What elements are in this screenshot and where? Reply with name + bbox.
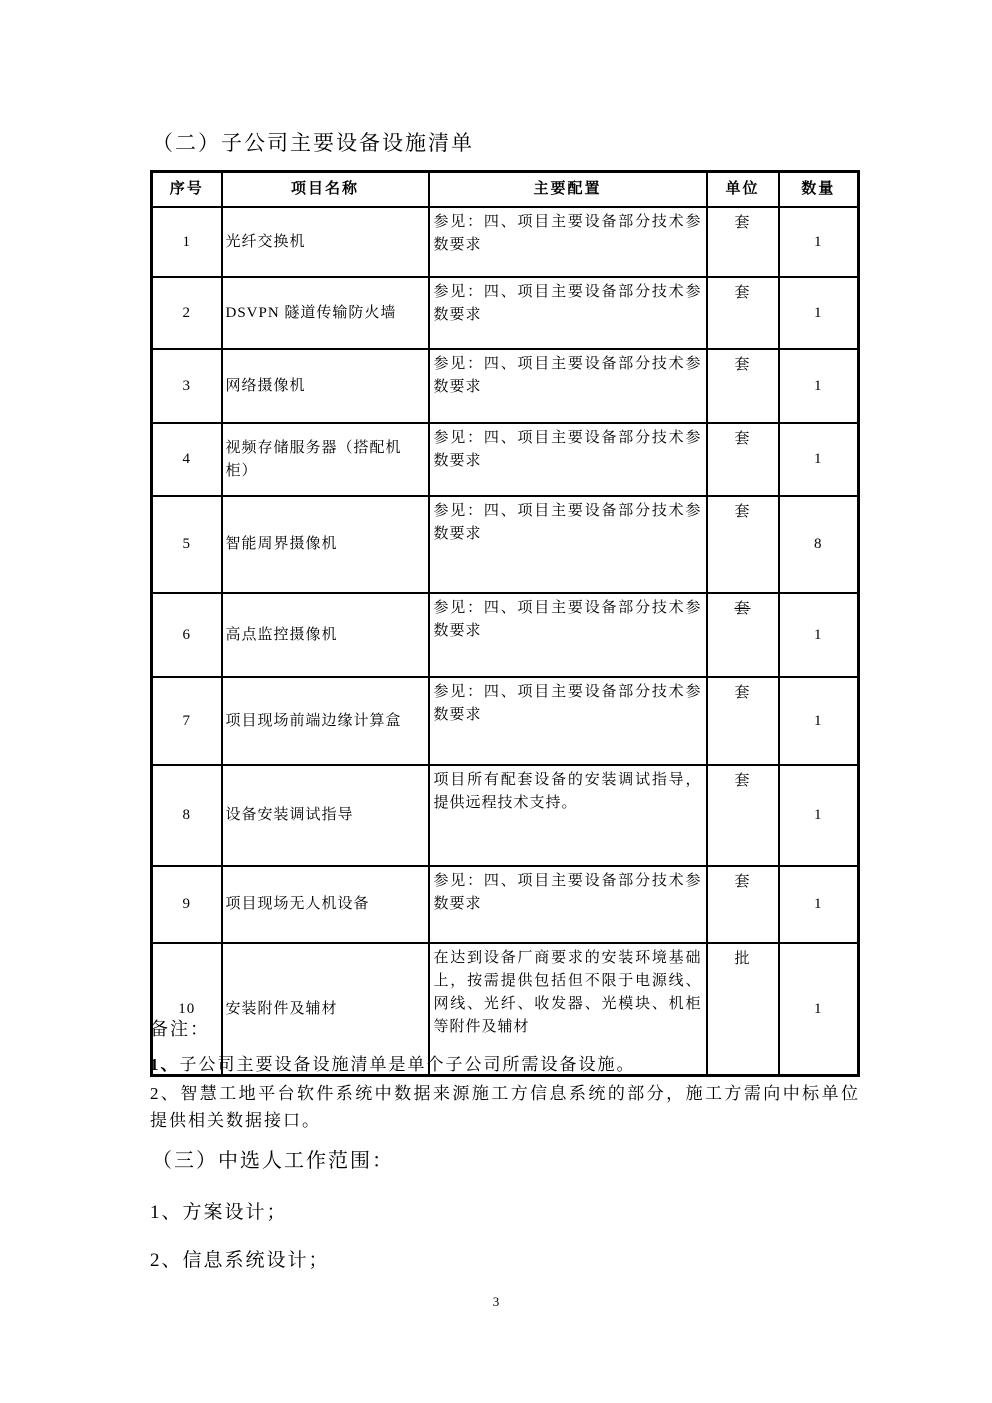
cell-config: 参见：四、项目主要设备部分技术参数要求 [429,349,707,423]
cell-unit: 套 [707,423,779,496]
cell-config: 在达到设备厂商要求的安装环境基础上，按需提供包括但不限于电源线、网线、光纤、收发器、光模块、机柜等附件及辅材 [429,943,707,1076]
cell-name: 设备安装调试指导 [222,765,429,866]
cell-unit: 套 [707,349,779,423]
cell-unit: 批 [707,943,779,1076]
cell-seq: 10 [152,943,222,1076]
cell-config: 参见：四、项目主要设备部分技术参数要求 [429,496,707,593]
cell-unit: 套 [707,866,779,943]
cell-config: 参见：四、项目主要设备部分技术参数要求 [429,207,707,277]
cell-config: 项目所有配套设备的安装调试指导，提供远程技术支持。 [429,765,707,866]
cell-qty: 1 [779,349,859,423]
page-number: 3 [492,1294,500,1309]
notes-label: 备注： [150,1019,210,1039]
table-row [152,593,859,677]
cell-unit: 套 [707,207,779,277]
cell-config: 参见：四、项目主要设备部分技术参数要求 [429,277,707,349]
cell-unit: 套 [707,277,779,349]
cell-name: 智能周界摄像机 [222,496,429,593]
header-config: 主要配置 [429,172,707,208]
cell-seq: 2 [152,277,222,349]
cell-seq: 7 [152,677,222,765]
cell-config: 参见：四、项目主要设备部分技术参数要求 [429,423,707,496]
header-qty: 数量 [779,172,859,208]
note-2-number: 2、 [150,1084,181,1103]
table-row [152,423,859,496]
table-row [152,207,859,277]
cell-qty: 1 [779,765,859,866]
cell-seq: 4 [152,423,222,496]
cell-name: DSVPN 隧道传输防火墙 [222,277,429,349]
section-3-item-2: 2、信息系统设计； [150,1250,330,1271]
note-item-2 [150,1080,860,1134]
cell-unit: 套 [707,765,779,866]
cell-config: 参见：四、项目主要设备部分技术参数要求 [429,866,707,943]
cell-name: 项目现场无人机设备 [222,866,429,943]
cell-seq: 1 [152,207,222,277]
cell-unit: 套 [707,496,779,593]
cell-config: 参见：四、项目主要设备部分技术参数要求 [429,677,707,765]
table-row [152,277,859,349]
cell-config: 参见：四、项目主要设备部分技术参数要求 [429,593,707,677]
cell-seq: 9 [152,866,222,943]
section-3-item-1: 1、方案设计； [150,1202,288,1223]
cell-qty: 1 [779,593,859,677]
cell-seq: 6 [152,593,222,677]
header-name: 项目名称 [222,172,429,208]
cell-qty: 1 [779,943,859,1076]
note-item-1 [150,1051,860,1078]
note-1-text: 子公司主要设备设施清单是单个子公司所需设备设施。 [179,1055,636,1074]
cell-name: 高点监控摄像机 [222,593,429,677]
cell-qty: 8 [779,496,859,593]
cell-name: 项目现场前端边缘计算盒 [222,677,429,765]
table-header-row [152,172,859,208]
cell-unit: 套 [707,677,779,765]
equipment-table [150,170,860,1077]
cell-unit-struck [707,593,779,677]
table-row [152,866,859,943]
cell-seq: 5 [152,496,222,593]
cell-name: 光纤交换机 [222,207,429,277]
cell-name: 视频存储服务器（搭配机柜） [222,423,429,496]
section-3-title: （三）中选人工作范围： [152,1150,394,1172]
cell-seq: 8 [152,765,222,866]
cell-qty: 1 [779,866,859,943]
table-row [152,677,859,765]
table-row [152,349,859,423]
cell-qty: 1 [779,423,859,496]
table-row [152,765,859,866]
section-2-title: （二）子公司主要设备设施清单 [152,131,474,155]
struck-unit-text: 套 [734,601,751,617]
cell-name: 安装附件及辅材 [222,943,429,1076]
note-1-number: 1、 [150,1055,180,1074]
table-row [152,496,859,593]
note-2-text: 智慧工地平台软件系统中数据来源施工方信息系统的部分，施工方需向中标单位提供相关数据接口。 [150,1084,861,1130]
cell-name: 网络摄像机 [222,349,429,423]
cell-seq: 3 [152,349,222,423]
cell-qty: 1 [779,277,859,349]
header-seq: 序号 [152,172,222,208]
cell-qty: 1 [779,677,859,765]
cell-qty: 1 [779,207,859,277]
header-unit: 单位 [707,172,779,208]
